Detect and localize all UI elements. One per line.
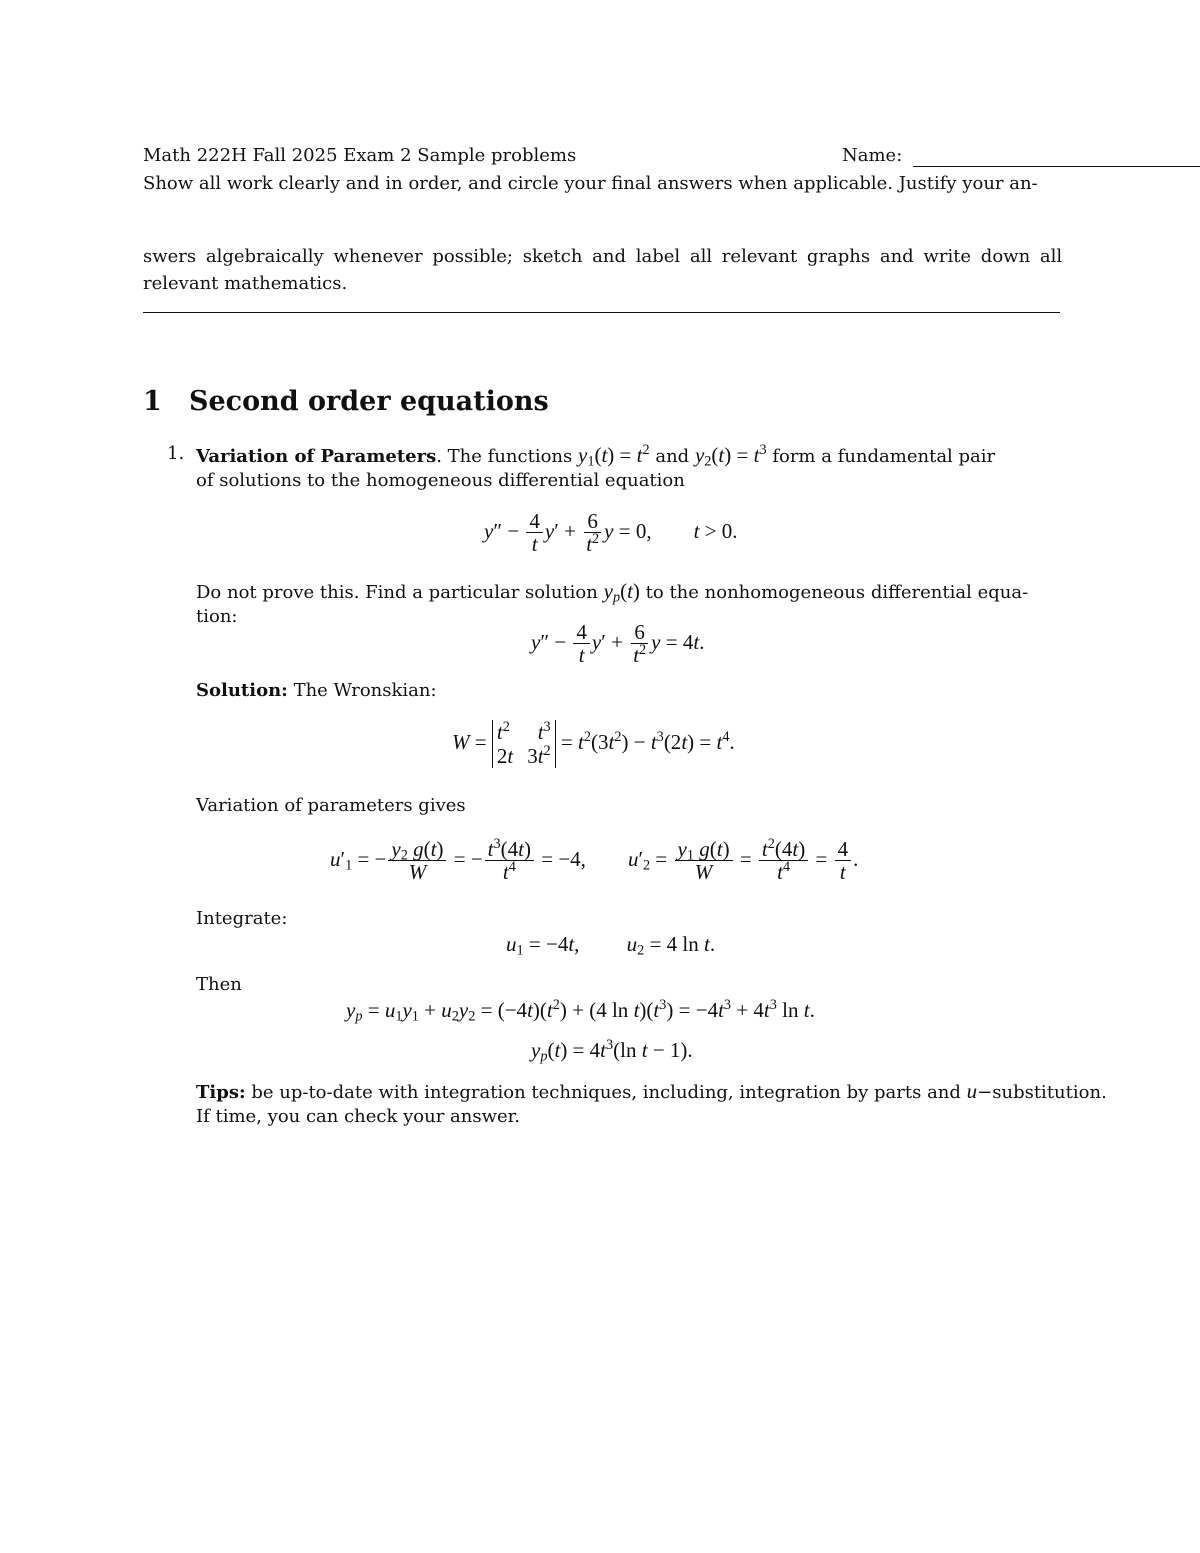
- solution-label: Solution:: [196, 680, 288, 701]
- problem-number: 1.: [167, 443, 185, 464]
- problem-intro-b: form a fundamental pair: [772, 446, 996, 467]
- instructions-line-3: relevant mathematics.: [143, 273, 348, 294]
- task-line-1-b: to the nonhomogeneous differential equa-: [645, 582, 1029, 603]
- vop-text: Variation of parameters gives: [196, 795, 466, 816]
- problem-intro: [196, 443, 995, 468]
- tips-label: Tips:: [196, 1082, 246, 1103]
- tips-line-2: If time, you can check your answer.: [196, 1106, 521, 1127]
- problem-intro-line-2: of solutions to the homogeneous differential equation: [196, 470, 685, 491]
- tips-text-1: be up-to-date with integration techniques, including, integration by parts and: [251, 1082, 961, 1103]
- u-equations: $u_1 = -4t$, $u_2 = 4$ ln t.: [506, 932, 716, 959]
- yp-expansion: $y_p = u_1y_1 + u_2y_2 = (-4t)(t^2) + (4$ $\ln t)(t^3) = -4t^3 + 4t^3$ ln t.: [346, 997, 815, 1025]
- yp-final-answer: $y_p(t) = 4t^3(\ln$ t − 1).: [531, 1037, 693, 1065]
- u-prime-equations: $u'_1$ = − $\frac{y_2 g(t)}{W}$ = − $\frac{t^3(4t)}{t^4}$ = −4, $u'_2$ = $\frac{y_1 g(t)}{W}$ = $\frac{t^2(4t)}{t^4}$ = $\frac{4}{t}$ .: [330, 836, 859, 885]
- header-rule: [143, 312, 1060, 313]
- solution-text: The Wronskian:: [293, 680, 437, 701]
- instructions-line-2: swers algebraically whenever possible; sketch and label all relevant graphs and write down all: [143, 246, 1063, 267]
- wronskian-equation: W = $t^2$ $t^3$ 2t $3t^2$ = $t^2(3t^2) - t^3(2t) = t^4$.: [452, 719, 735, 769]
- task-line-1: [196, 579, 1028, 604]
- section-number: 1: [143, 386, 162, 417]
- tips-text-1-end: −substitution.: [977, 1082, 1107, 1103]
- problem-intro-a: . The functions: [436, 446, 573, 467]
- y2-definition: $y_2(t) = t^3$: [694, 442, 767, 470]
- tips-line-1: [196, 1079, 1107, 1104]
- nonhomogeneous-equation: y″ − $\frac{4}{t}$ y′ + $\frac{6}{t^2}$ y = 4t.: [531, 620, 705, 668]
- yp-symbol: $y_p(t)$: [603, 579, 640, 606]
- u-symbol: u: [966, 1079, 978, 1103]
- y1-definition: $y_1(t) = t^2$: [577, 442, 650, 470]
- exam-title: Math 222H Fall 2025 Exam 2 Sample problems: [143, 145, 577, 166]
- task-line-1-a: Do not prove this. Find a particular solution: [196, 582, 598, 603]
- name-label: Name:: [842, 145, 903, 166]
- problem-heading: Variation of Parameters: [196, 446, 437, 467]
- name-blank-line[interactable]: [913, 166, 1200, 167]
- and-word: and: [655, 446, 690, 467]
- task-line-2: tion:: [196, 606, 238, 627]
- instructions-line-1: Show all work clearly and in order, and circle your final answers when applicable. Justify your an-: [143, 173, 1038, 194]
- section-title: Second order equations: [189, 386, 549, 417]
- integrate-text: Integrate:: [196, 908, 288, 929]
- then-text: Then: [196, 974, 242, 995]
- solution-intro: [196, 680, 437, 701]
- homogeneous-equation: y″ − $\frac{4}{t}$ y′ + $\frac{6}{t^2}$ y = 0, t > 0.: [484, 509, 738, 557]
